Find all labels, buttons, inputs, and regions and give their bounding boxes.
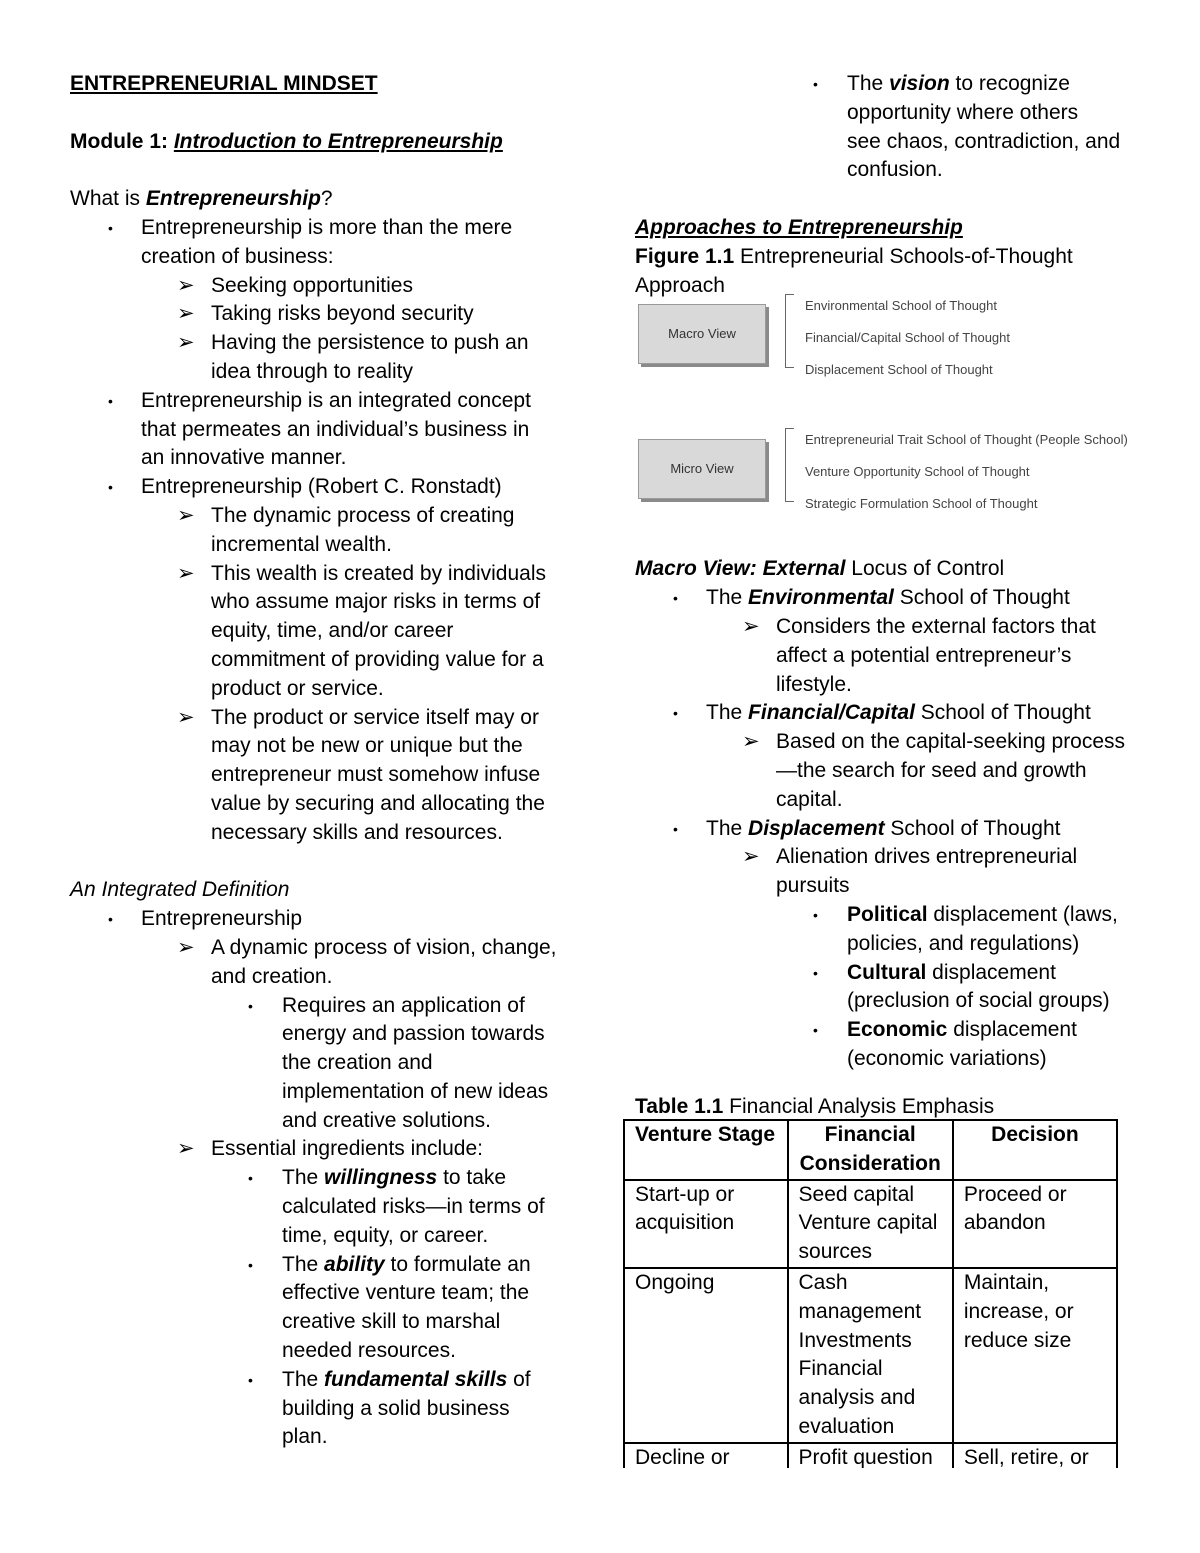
bullet-marker: •	[673, 705, 678, 722]
list-item: ➢ Taking risks beyond security	[70, 300, 590, 329]
bullet-marker: •	[813, 1022, 818, 1039]
financial-analysis-table	[623, 1119, 1118, 1468]
table-row	[624, 1180, 1117, 1268]
arrow-bullet-icon: ➢	[742, 845, 760, 869]
bullet-marker: •	[813, 76, 818, 92]
table-header-cell: Venture Stage	[624, 1120, 788, 1180]
bullet-marker: •	[108, 219, 113, 236]
arrow-bullet-icon: ➢	[177, 935, 195, 959]
list-item: • Cultural displacement	[635, 959, 1155, 988]
list-item: • The ability to formulate an	[70, 1251, 590, 1280]
bullet-marker: •	[248, 1256, 253, 1273]
arrow-bullet-icon: ➢	[177, 503, 195, 527]
figure-caption: Figure 1.1 Entrepreneurial Schools-of-Thought	[635, 244, 1073, 268]
what-is-heading: What is Entrepreneurship?	[70, 187, 333, 211]
list-item: ➢ A dynamic process of vision, change,	[70, 934, 590, 963]
bullet-marker: •	[673, 590, 678, 607]
table-cell: Start-up or acquisition	[624, 1180, 788, 1268]
bullet-marker: •	[673, 820, 678, 837]
list-item: ➢ Considers the external factors that	[635, 613, 1155, 642]
list-item: ➢ The dynamic process of creating	[70, 502, 590, 531]
bullet-marker: •	[248, 1170, 253, 1187]
table-header-cell: Financial Consideration	[788, 1120, 953, 1180]
table-header-row	[624, 1120, 1117, 1180]
figure-item: Strategic Formulation School of Thought	[805, 496, 1038, 512]
table-cell: Sell, retire, or	[953, 1443, 1117, 1468]
list-item: ➢ The product or service itself may or	[70, 704, 590, 733]
table-caption: Table 1.1 Financial Analysis Emphasis	[635, 1095, 995, 1118]
table-cell: Maintain, increase, or reduce size	[953, 1268, 1117, 1443]
bullet-marker: •	[108, 911, 113, 928]
arrow-bullet-icon: ➢	[177, 273, 195, 297]
list-item: • The Environmental School of Thought	[635, 584, 1155, 613]
list-item: ➢ Having the persistence to push an	[70, 329, 590, 358]
list-item: • The fundamental skills of	[70, 1366, 590, 1395]
list-item: • The Financial/Capital School of Thought	[635, 699, 1155, 728]
table-cell: Proceed or abandon	[953, 1180, 1117, 1268]
table-cell: Cash management Investments Financial analysis and evaluation	[788, 1268, 953, 1443]
figure-item: Entrepreneurial Trait School of Thought (People School)	[805, 432, 1128, 448]
table-cell: Decline or	[624, 1443, 788, 1468]
list-item: • Economic displacement	[635, 1016, 1155, 1045]
list-item: ➢ This wealth is created by individuals	[70, 560, 590, 589]
left-column: ENTREPRENEURIAL MINDSET Module 1: Introduction to Entrepreneurship What is Entrepreneurship? • Entrepreneurship is more than the mere creation of business: ➢ Seeking opportunities ➢ Taking risks beyond security ➢ Having the persistence to push an idea through to reality • Entrepreneurship is an integrated concept that permeates an individual’s business in an innovative manner. • Entrepreneurship (Robert C. Ronstadt) ➢ The dynamic process of creating incremental wealth. ➢ This wealth is created by individuals who assume major risks in terms of equity, time, and/or career commitment of providing value for a product or service. ➢ The product or service itself may or may not be new or unique but the entrepreneur must somehow infuse value by securing and allocating the necessary skills and resources. An Integrated Definition • Entrepreneurship ➢ A dynamic process of vision, change, and creation. • Requires an application of energy and passion towards the creation and implementation of new ideas and creative solutions. ➢ Essential ingredients include: • The willingness to take calculated risks—in terms of time, equity, or career. • The ability to formulate an effective venture team; the creative skill to marshal needed resources. • The fundamental skills of building a solid business plan.	[70, 70, 590, 1452]
micro-brace	[785, 428, 794, 502]
table-row	[624, 1443, 1117, 1468]
arrow-bullet-icon: ➢	[177, 561, 195, 585]
approaches-heading: Approaches to Entrepreneurship	[635, 215, 963, 239]
arrow-bullet-icon: ➢	[177, 302, 195, 326]
list-item: • The vision to recognize	[635, 70, 1155, 99]
bullet-marker: •	[813, 906, 818, 923]
arrow-bullet-icon: ➢	[177, 1137, 195, 1161]
macro-view-box: Macro View	[638, 304, 766, 364]
bullet-marker: •	[108, 479, 113, 496]
bullet-marker: •	[108, 392, 113, 409]
arrow-bullet-icon: ➢	[742, 730, 760, 754]
table-cell: Ongoing	[624, 1268, 788, 1443]
list-item: • Entrepreneurship is an integrated concept	[70, 387, 590, 416]
list-item: • The willingness to take	[70, 1164, 590, 1193]
figure-item: Financial/Capital School of Thought	[805, 330, 1010, 346]
bullet-marker: •	[813, 964, 818, 981]
integrated-definition-heading: An Integrated Definition	[70, 878, 290, 902]
list-item: • Entrepreneurship	[70, 905, 590, 934]
table-row	[624, 1268, 1117, 1443]
list-item: • Political displacement (laws,	[635, 901, 1155, 930]
figure-item: Venture Opportunity School of Thought	[805, 464, 1030, 480]
bullet-marker: •	[248, 1371, 253, 1388]
list-item: • The Displacement School of Thought	[635, 815, 1155, 844]
module-title: Introduction to Entrepreneurship	[173, 129, 503, 153]
table-cell: Seed capital Venture capital sources	[788, 1180, 953, 1268]
table-clip	[620, 1119, 1130, 1468]
arrow-bullet-icon: ➢	[177, 705, 195, 729]
doc-title: ENTREPRENEURIAL MINDSET	[70, 72, 378, 95]
macro-brace	[785, 294, 794, 368]
list-item: • Entrepreneurship (Robert C. Ronstadt)	[70, 473, 590, 502]
list-item: • Requires an application of	[70, 992, 590, 1021]
list-item: ➢ Seeking opportunities	[70, 272, 590, 301]
macro-view-heading: Macro View: External Locus of Control	[635, 557, 1005, 581]
list-item: ➢ Alienation drives entrepreneurial	[635, 843, 1155, 872]
arrow-bullet-icon: ➢	[177, 331, 195, 355]
table-header-cell: Decision	[953, 1120, 1117, 1180]
list-item: • Entrepreneurship is more than the mere	[70, 214, 590, 243]
table-cell: Profit question	[788, 1443, 953, 1468]
list-item: ➢ Essential ingredients include:	[70, 1135, 590, 1164]
micro-view-box: Micro View	[638, 439, 766, 499]
figure-item: Displacement School of Thought	[805, 362, 993, 378]
module-heading: Module 1: Introduction to Entrepreneurship	[70, 129, 503, 153]
figure-item: Environmental School of Thought	[805, 298, 997, 314]
arrow-bullet-icon: ➢	[742, 614, 760, 638]
bullet-marker: •	[248, 997, 253, 1014]
right-column: • The vision to recognize opportunity where others see chaos, contradiction, and confusion. Approaches to Entrepreneurship Figure 1.1 Entrepreneurial Schools-of-Thought Approach Macro View Environmental School of Thought Financial/Capital School of Thought Displacement School of Thought Micro View Entrepreneurial Trait School of Thought (People School) Venture Opportunity School of Thought Strategic Formulation School of Thought Macro View: External Locus of Control • The Environmental School of Thought ➢ Considers the external factors that affect a potential entrepreneur’s lifestyle. • The Financial/Capital School of Thought ➢ Based on the capital-seeking process —the search for seed and growth capital. • The Displacement School of Thought ➢ Alienation drives entrepreneurial pursuits • Political displacement (laws, policies, and regulations) • Cultural displacement (preclusion of social groups) • Economic displacement (economic variations)	[635, 70, 1155, 1074]
list-item: ➢ Based on the capital-seeking process	[635, 728, 1155, 757]
schools-of-thought-figure	[635, 298, 1155, 549]
